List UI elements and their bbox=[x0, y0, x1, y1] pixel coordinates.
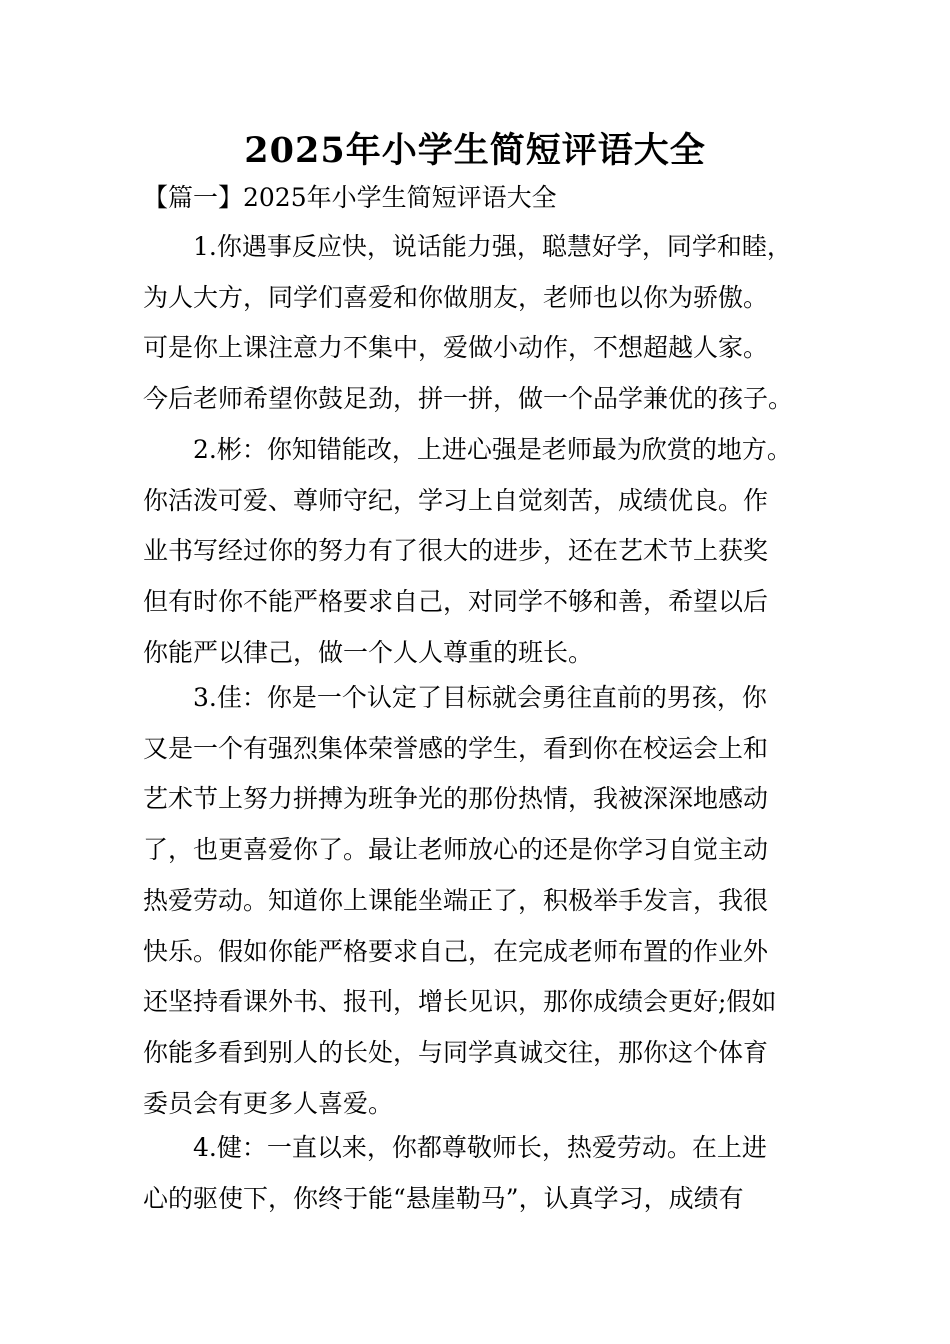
paragraph-line: 委员会有更多人喜爱。 bbox=[143, 1088, 394, 1118]
paragraph-line: 可是你上课注意力不集中，爱做小动作，不想超越人家。 bbox=[143, 333, 769, 363]
paragraph-line: 了，也更喜爱你了。最让老师放心的还是你学习自觉主动 bbox=[143, 835, 769, 865]
paragraph-line: 4.健：一直以来，你都尊敬师长，热爱劳动。在上进 bbox=[193, 1133, 767, 1162]
paragraph-line: 你活泼可爱、尊师守纪，学习上自觉刻苦，成绩优良。作 bbox=[143, 485, 769, 515]
paragraph-line: 快乐。假如你能严格要求自己，在完成老师布置的作业外 bbox=[143, 936, 769, 966]
paragraph-line: 业书写经过你的努力有了很大的进步，还在艺术节上获奖 bbox=[143, 536, 769, 566]
document-title: 2025年小学生简短评语大全 bbox=[244, 130, 706, 171]
paragraph-line: 又是一个有强烈集体荣誉感的学生，看到你在校运会上和 bbox=[143, 733, 769, 763]
comment-paragraph-3 bbox=[143, 673, 833, 1129]
comment-paragraph-4 bbox=[143, 1123, 833, 1224]
comment-paragraph-1 bbox=[143, 222, 833, 425]
paragraph-line: 为人大方，同学们喜爱和你做朋友，老师也以你为骄傲。 bbox=[143, 282, 769, 312]
paragraph-line: 艺术节上努力拼搏为班争光的那份热情，我被深深地感动 bbox=[143, 784, 769, 814]
paragraph-line: 热爱劳动。知道你上课能坐端正了，积极举手发言，我很 bbox=[143, 885, 769, 915]
paragraph-line: 但有时你不能严格要求自己，对同学不够和善，希望以后 bbox=[143, 587, 769, 617]
paragraph-line: 今后老师希望你鼓足劲，拼一拼，做一个品学兼优的孩子。 bbox=[143, 384, 794, 414]
paragraph-line: 你能多看到别人的长处，与同学真诚交往，那你这个体育 bbox=[143, 1037, 769, 1067]
paragraph-line: 3.佳：你是一个认定了目标就会勇往直前的男孩，你 bbox=[193, 683, 767, 712]
paragraph-line: 心的驱使下，你终于能“悬崖勒马”，认真学习，成绩有 bbox=[143, 1183, 744, 1213]
paragraph-line: 1.你遇事反应快，说话能力强，聪慧好学，同学和睦， bbox=[193, 232, 792, 261]
paragraph-line: 还坚持看课外书、报刊，增长见识，那你成绩会更好;假如 bbox=[143, 987, 777, 1017]
paragraph-line: 2.彬：你知错能改，上进心强是老师最为欣赏的地方。 bbox=[193, 435, 792, 464]
paragraph-line: 你能严以律己，做一个人人尊重的班长。 bbox=[143, 637, 594, 667]
comment-paragraph-2 bbox=[143, 425, 833, 679]
section-heading: 【篇一】2025年小学生简短评语大全 bbox=[143, 183, 557, 212]
